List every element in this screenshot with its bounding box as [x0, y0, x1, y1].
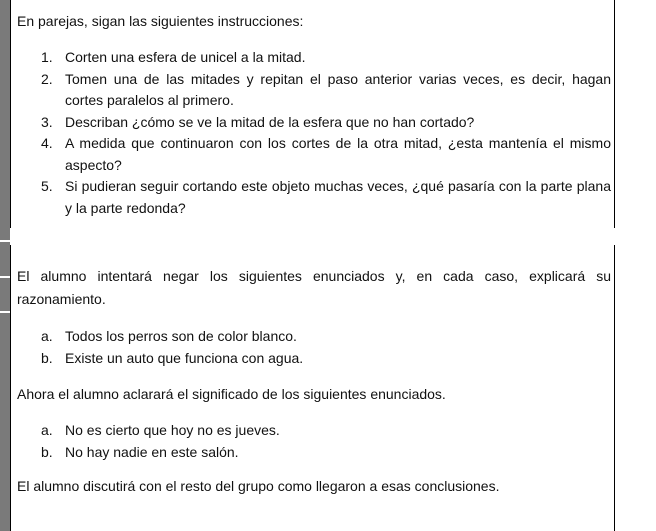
list-item — [17, 420, 611, 442]
instructions-list — [17, 47, 611, 219]
margin-tick — [0, 311, 10, 313]
item-text: Corten una esfera de unicel a la mitad. — [65, 49, 306, 65]
instructions-intro: En parejas, sigan las siguientes instrucciones: — [17, 13, 304, 29]
item-letter: a. — [41, 328, 53, 344]
list-item — [17, 176, 611, 219]
item-letter: a. — [41, 422, 53, 438]
negation-list — [17, 326, 611, 369]
margin-tick — [0, 240, 10, 242]
item-text: Todos los perros son de color blanco. — [65, 328, 297, 344]
left-margin-bar — [0, 0, 10, 531]
instructions-section — [17, 11, 611, 219]
margin-tick — [0, 276, 10, 278]
item-number: 4. — [41, 135, 53, 151]
list-item — [17, 69, 611, 112]
item-letter: b. — [41, 349, 53, 366]
item-text: Si pudieran seguir cortando este objeto muchas veces, ¿qué pasaría con la parte plana y la parte redonda? — [65, 178, 611, 216]
list-item — [17, 47, 611, 69]
item-text: Existe un auto que funciona con agua. — [65, 349, 304, 366]
activity-intro: El alumno intentará negar los siguientes enunciados y, en cada caso, explicará su razonamiento. — [17, 268, 611, 307]
item-text: Tomen una de las mitades y repitan el paso anterior varias veces, es decir, hagan cortes paralelos al primero. — [65, 70, 611, 108]
list-item — [17, 326, 611, 348]
list-item — [17, 348, 611, 370]
list-item — [17, 133, 611, 176]
list-item — [17, 112, 611, 134]
item-number: 5. — [41, 178, 53, 194]
meaning-intro: Ahora el alumno aclarará el significado de los siguientes enunciados. — [17, 386, 446, 402]
item-number: 1. — [41, 49, 53, 65]
item-text: A medida que continuaron con los cortes de la otra mitad, ¿esta mantenía el mismo aspecto? — [65, 135, 611, 173]
item-number: 3. — [41, 113, 53, 130]
meaning-list — [17, 420, 611, 463]
activity-section — [17, 265, 611, 497]
item-text: Describan ¿cómo se ve la mitad de la esfera que no han cortado? — [65, 113, 475, 130]
item-number: 2. — [41, 70, 53, 87]
closing-text: El alumno discutirá con el resto del grupo como llegaron a esas conclusiones. — [17, 478, 500, 494]
item-letter: b. — [41, 443, 53, 460]
list-item — [17, 442, 611, 464]
item-text: No hay nadie en este salón. — [65, 443, 239, 460]
item-text: No es cierto que hoy no es jueves. — [65, 422, 280, 438]
